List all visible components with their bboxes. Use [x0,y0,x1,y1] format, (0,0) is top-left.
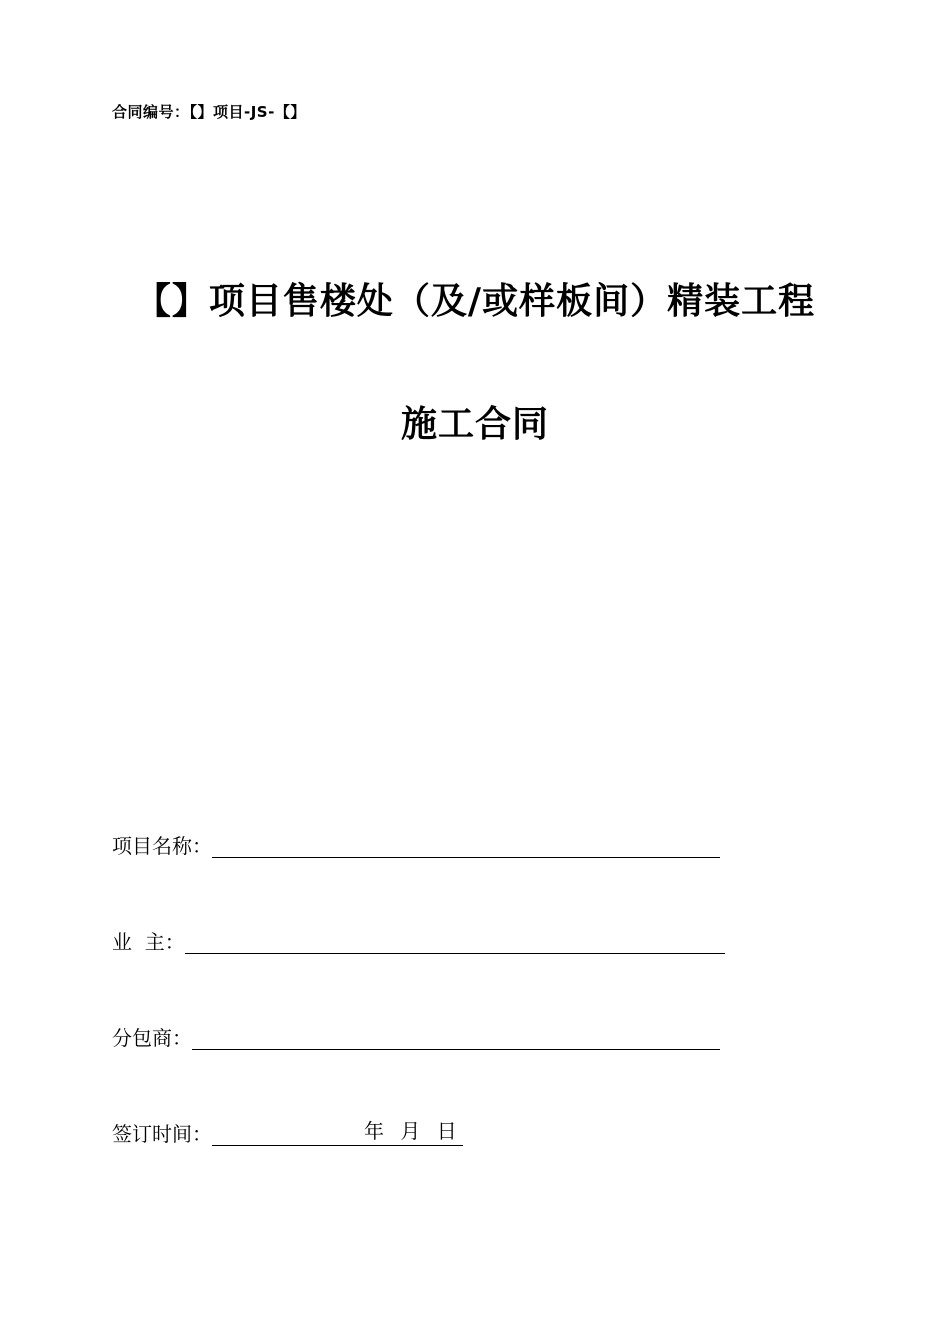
day-label: 日 [436,1119,457,1143]
document-title-line2: 施工合同 [400,404,549,445]
signing-time-field [112,1114,463,1148]
owner-blank[interactable] [185,929,725,954]
owner-label: 业 主： [112,930,185,954]
owner-field [112,922,725,956]
month-label: 月 [400,1119,421,1143]
signing-time-label: 签订时间： [112,1122,212,1146]
year-label: 年 [364,1119,384,1143]
subcontractor-label: 分包商： [112,1026,192,1050]
subcontractor-blank[interactable] [192,1025,720,1050]
project-name-blank[interactable] [212,833,720,858]
date-parts [364,1119,463,1146]
document-title-line1: 【】项目售楼处（及/或样板间）精装工程 [134,281,816,322]
signing-time-blank[interactable] [212,1121,364,1146]
project-name-field [112,826,720,860]
contract-number: 合同编号：【】项目-JS-【】 [112,103,306,121]
subcontractor-field [112,1018,720,1052]
project-name-label: 项目名称： [112,834,212,858]
